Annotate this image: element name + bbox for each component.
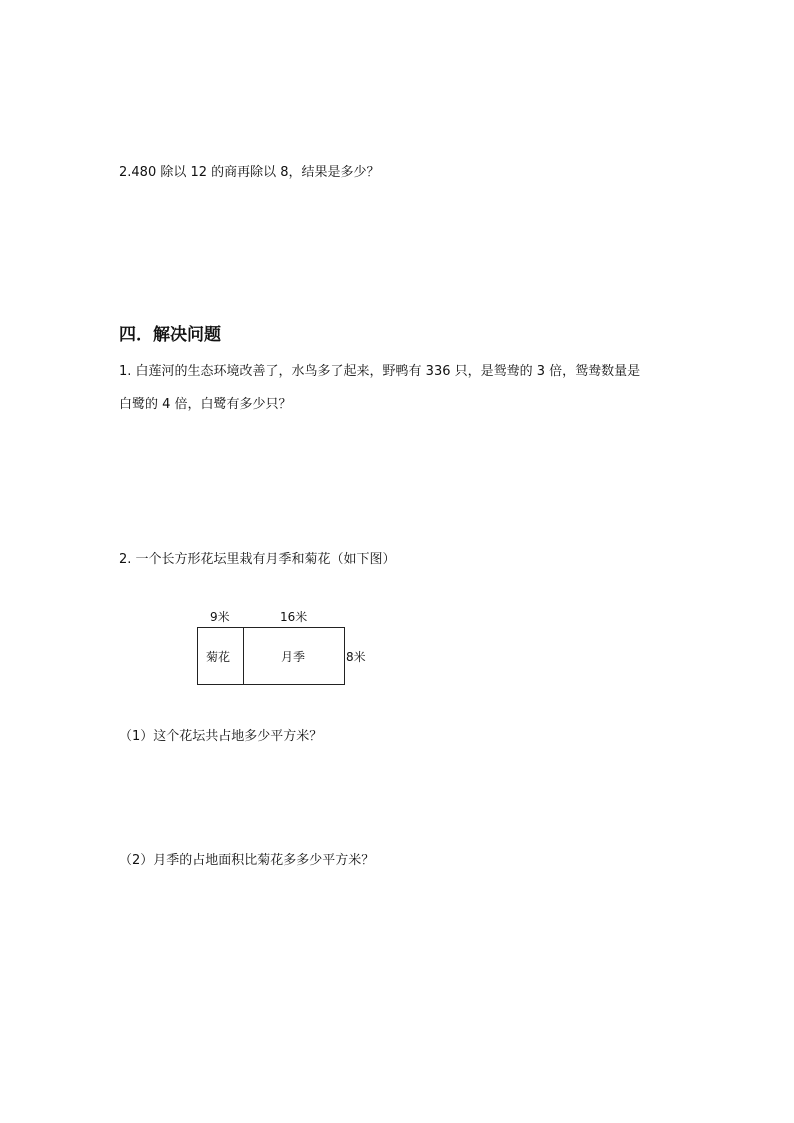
divider-line xyxy=(243,627,244,685)
right-width-label: 16米 xyxy=(280,610,308,624)
problem-1-line-1: 1. 白莲河的生态环境改善了，水鸟多了起来，野鸭有 336 只，是鸳鸯的 3 倍，鸳鸯数量是 xyxy=(119,364,641,379)
chrysanthemum-cell: 菊花 xyxy=(206,650,231,664)
rose-cell: 月季 xyxy=(281,650,306,664)
left-width-label: 9米 xyxy=(210,610,230,624)
subquestion-2: （2）月季的占地面积比菊花多多少平方米？ xyxy=(119,853,375,868)
section-heading: 四．解决问题 xyxy=(119,325,221,345)
problem-1-line-2: 白鹭的 4 倍，白鹭有多少只？ xyxy=(119,397,292,412)
height-label: 8米 xyxy=(346,650,366,664)
problem-2-intro: 2. 一个长方形花坛里栽有月季和菊花（如下图） xyxy=(119,552,396,567)
question-2-text: 2.480 除以 12 的商再除以 8，结果是多少？ xyxy=(119,165,380,180)
subquestion-1: （1）这个花坛共占地多少平方米？ xyxy=(119,729,323,744)
